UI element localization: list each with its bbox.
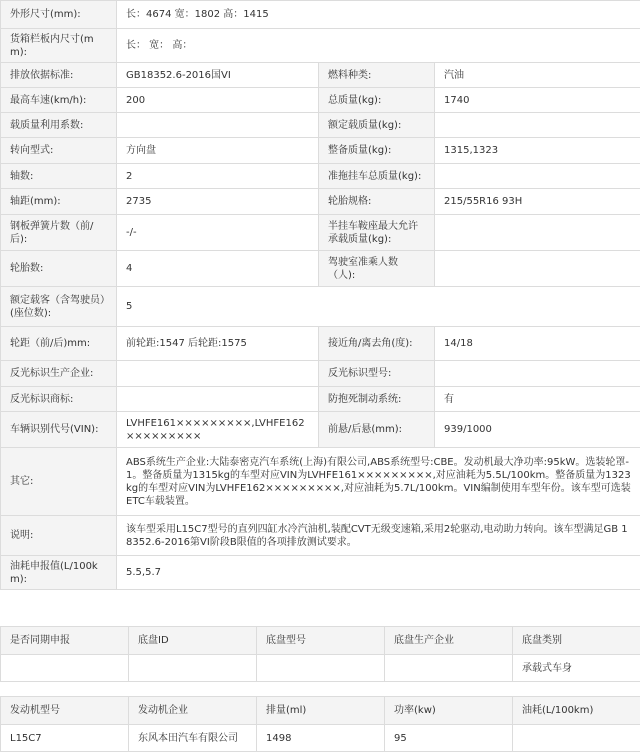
fuel-consumption-value: 5.5,5.7: [117, 556, 640, 590]
spec-row-cargo: [1, 29, 640, 63]
engine-displacement-value: 1498: [257, 725, 385, 752]
cargo-box-value: 长： 宽： 高：: [117, 29, 640, 63]
chassis-table: [0, 626, 640, 682]
spec-row-emission: [1, 63, 640, 88]
reflector-brand-label: 反光标识商标:: [1, 387, 117, 412]
chassis-id-value: [129, 655, 257, 682]
rated-load-label: 额定载质量(kg):: [319, 113, 435, 138]
reflector-model-label: 反光标识型号:: [319, 361, 435, 387]
axle-count-value: 2: [117, 164, 319, 189]
chassis-header-id: 底盘ID: [129, 627, 257, 655]
seat-count-label: 额定载客（含驾驶员）(座位数):: [1, 287, 117, 327]
wheelbase-label: 轴距(mm):: [1, 189, 117, 215]
note-value: 该车型采用L15C7型号的直列四缸水冷汽油机,装配CVT无级变速箱,采用2轮驱动,电动助力转向。该车型满足GB 18352.6-2016第VI阶段B限值的各项排放测试要求。: [117, 516, 640, 556]
fuel-type-label: 燃料种类:: [319, 63, 435, 88]
max-speed-label: 最高车速(km/h):: [1, 88, 117, 113]
total-mass-value: 1740: [435, 88, 640, 113]
spec-row-seats: [1, 287, 640, 327]
cargo-box-label: 货箱栏板内尺寸(mm):: [1, 29, 117, 63]
tire-spec-label: 轮胎规格:: [319, 189, 435, 215]
chassis-category-value: 承载式车身: [513, 655, 640, 682]
chassis-model-value: [257, 655, 385, 682]
spec-row-steering: [1, 138, 640, 164]
engine-header-maker: 发动机企业: [129, 697, 257, 725]
axle-count-label: 轴数:: [1, 164, 117, 189]
fuel-consumption-label: 油耗申报值(L/100km):: [1, 556, 117, 590]
leaf-spring-value: -/-: [117, 215, 319, 251]
engine-header-fuel: 油耗(L/100km): [513, 697, 640, 725]
curb-mass-label: 整备质量(kg):: [319, 138, 435, 164]
load-utilization-value: [117, 113, 319, 138]
vin-value: LVHFE161×××××××××,LVHFE162×××××××××: [117, 412, 319, 448]
trailer-mass-label: 准拖挂车总质量(kg):: [319, 164, 435, 189]
engine-data-row: [1, 725, 640, 752]
engine-header-power: 功率(kw): [385, 697, 513, 725]
seat-count-value: 5: [117, 287, 640, 327]
steering-type-value: 方向盘: [117, 138, 319, 164]
engine-header-displacement: 排量(ml): [257, 697, 385, 725]
spec-row-vin: [1, 412, 640, 448]
steering-type-label: 转向型式:: [1, 138, 117, 164]
chassis-header-concurrent: 是否同期申报: [1, 627, 129, 655]
fifth-wheel-load-value: [435, 215, 640, 251]
overhang-value: 939/1000: [435, 412, 640, 448]
leaf-spring-label: 钢板弹簧片数（前/后):: [1, 215, 117, 251]
chassis-data-row: [1, 655, 640, 682]
emission-standard-label: 排放依据标准:: [1, 63, 117, 88]
load-utilization-label: 载质量利用系数:: [1, 113, 117, 138]
overhang-label: 前悬/后悬(mm):: [319, 412, 435, 448]
cab-occupancy-label: 驾驶室准乘人数（人):: [319, 251, 435, 287]
engine-header-row: [1, 697, 640, 725]
spec-row-axles: [1, 164, 640, 189]
dimensions-value: 长：4674 宽：1802 高：1415: [117, 1, 640, 29]
tire-count-value: 4: [117, 251, 319, 287]
rated-load-value: [435, 113, 640, 138]
emission-standard-value: GB18352.6-2016国VI: [117, 63, 319, 88]
chassis-maker-value: [385, 655, 513, 682]
spec-row-spring: [1, 215, 640, 251]
trailer-mass-value: [435, 164, 640, 189]
reflector-maker-value: [117, 361, 319, 387]
spec-row-load: [1, 113, 640, 138]
abs-value: 有: [435, 387, 640, 412]
wheelbase-value: 2735: [117, 189, 319, 215]
approach-departure-label: 接近角/离去角(度):: [319, 327, 435, 361]
chassis-header-maker: 底盘生产企业: [385, 627, 513, 655]
spec-row-other: [1, 448, 640, 516]
chassis-header-row: [1, 627, 640, 655]
spec-row-tires: [1, 251, 640, 287]
fifth-wheel-load-label: 半挂车鞍座最大允许承载质量(kg):: [319, 215, 435, 251]
tire-count-label: 轮胎数:: [1, 251, 117, 287]
chassis-concurrent-value: [1, 655, 129, 682]
chassis-header-model: 底盘型号: [257, 627, 385, 655]
spec-row-brand: [1, 387, 640, 412]
abs-label: 防抱死制动系统:: [319, 387, 435, 412]
chassis-header-category: 底盘类别: [513, 627, 640, 655]
curb-mass-value: 1315,1323: [435, 138, 640, 164]
fuel-type-value: 汽油: [435, 63, 640, 88]
spec-row-fuel-consumption: [1, 556, 640, 590]
spec-row-speed: [1, 88, 640, 113]
reflector-brand-value: [117, 387, 319, 412]
tire-spec-value: 215/55R16 93H: [435, 189, 640, 215]
engine-header-model: 发动机型号: [1, 697, 129, 725]
total-mass-label: 总质量(kg):: [319, 88, 435, 113]
spec-row-note: [1, 516, 640, 556]
engine-power-value: 95: [385, 725, 513, 752]
other-label: 其它:: [1, 448, 117, 516]
reflector-maker-label: 反光标识生产企业:: [1, 361, 117, 387]
other-value: ABS系统生产企业:大陆泰密克汽车系统(上海)有限公司,ABS系统型号:CBE。发动机最大净功率:95kW。选装轮罩-1。整备质量为1315kg的车型对应VIN为LVHFE161×××××××××,对应油耗为5.5L/100km。整备质量为1323kg的车型对应VIN为LVHFE162×××××××××,对应油耗为5.7L/100km。VIN编制使用车型年份。该车型可选装ETC车载装置。: [117, 448, 640, 516]
spec-row-wheelbase: [1, 189, 640, 215]
approach-departure-value: 14/18: [435, 327, 640, 361]
engine-maker-value: 东风本田汽车有限公司: [129, 725, 257, 752]
spec-row-dimensions: [1, 1, 640, 29]
spec-row-reflector: [1, 361, 640, 387]
reflector-model-value: [435, 361, 640, 387]
max-speed-value: 200: [117, 88, 319, 113]
spec-row-track: [1, 327, 640, 361]
dimensions-label: 外形尺寸(mm):: [1, 1, 117, 29]
track-width-value: 前轮距:1547 后轮距:1575: [117, 327, 319, 361]
engine-model-value: L15C7: [1, 725, 129, 752]
vin-label: 车辆识别代号(VIN):: [1, 412, 117, 448]
engine-fuel-value: [513, 725, 640, 752]
engine-table: [0, 696, 640, 752]
note-label: 说明:: [1, 516, 117, 556]
track-width-label: 轮距（前/后)mm:: [1, 327, 117, 361]
cab-occupancy-value: [435, 251, 640, 287]
